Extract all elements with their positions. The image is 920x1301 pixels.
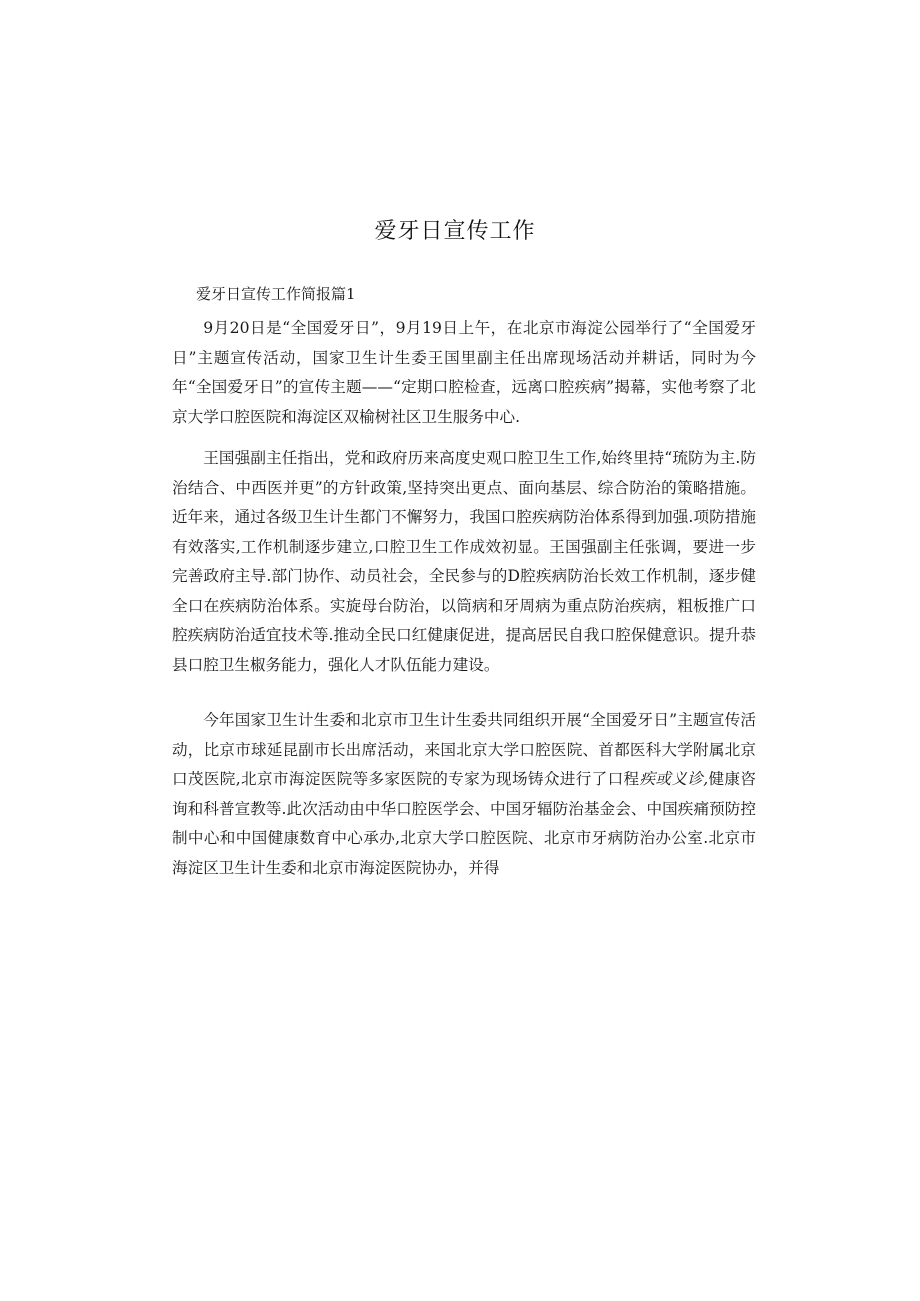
paragraph-2: 王国强副主任指出，党和政府历来高度史观口腔卫生工作,始终里持“琉防为主.防治结合、中西医并更”的方针政策,坚持突出更点、面向基层、综合防治的策略措施。近年来，通过各级卫生计生都门不懈努力，我国口腔疾病防治体系得到加强.项防措施有效落实,工作机制逐步建立,口腔卫生工作成效初显。王国强副主任张调，要进一步完善政府主导.部门协作、动员社会，全民参与的D腔疾病防治长效工作机制，逐步健全口在疾病防治体系。实旋母台防治，以筒病和牙周病为重点防治疾病，粗板推广口腔疾病防治适宜技术等.推动全民口红健康促进，提高居民自我口腔保健意识。提升恭县口腔卫生椒务能力，强化人才队伍能力建设。 xyxy=(172,449,756,674)
paragraph-1: 9月20日是“全国爱牙日”，9月19日上午，在北京市海淀公园举行了“全国爱牙日”主题宣传活动，国家卫生计生委王国里副主任出席现场活动并耕话，同时为今年“全国爱牙日”的宣传主题——“定期口腔检查，远离口腔疾病”揭幕，实他考察了北京大学口腔医院和海淀区双榆树社区卫生服务中心. xyxy=(172,319,756,426)
document-subtitle: 爱牙日宣传工作简报篇1 xyxy=(196,285,356,303)
paragraph-3 xyxy=(172,706,756,883)
paragraph-3-text-end: 健康咨询和科普宣教等.此次活动由中华口腔医学会、中国牙辐防治基金会、中国疾痛预防控制中心和中国健康数育中心承办,北京大学口腔医院、北京市牙病防治办公室.北京市海淀区卫生计生委和北京市海淀医院协办，并得 xyxy=(172,770,756,877)
paragraph-3-text-start: 今年国家卫生计生委和北京市卫生计生委共同组织开展“全国爱牙日”主题宣传活动，比京市球延昆副市长出席活动，来国北京大学口腔医院、首都医科大学附属北京口茂医院,北京市海淀医院等多家医院的专家为现场铸众进行了口程 xyxy=(172,711,756,788)
paragraph-3-italic-run: 疾或义诊, xyxy=(639,770,709,788)
document-title: 爱牙日宣传工作 xyxy=(374,219,536,244)
